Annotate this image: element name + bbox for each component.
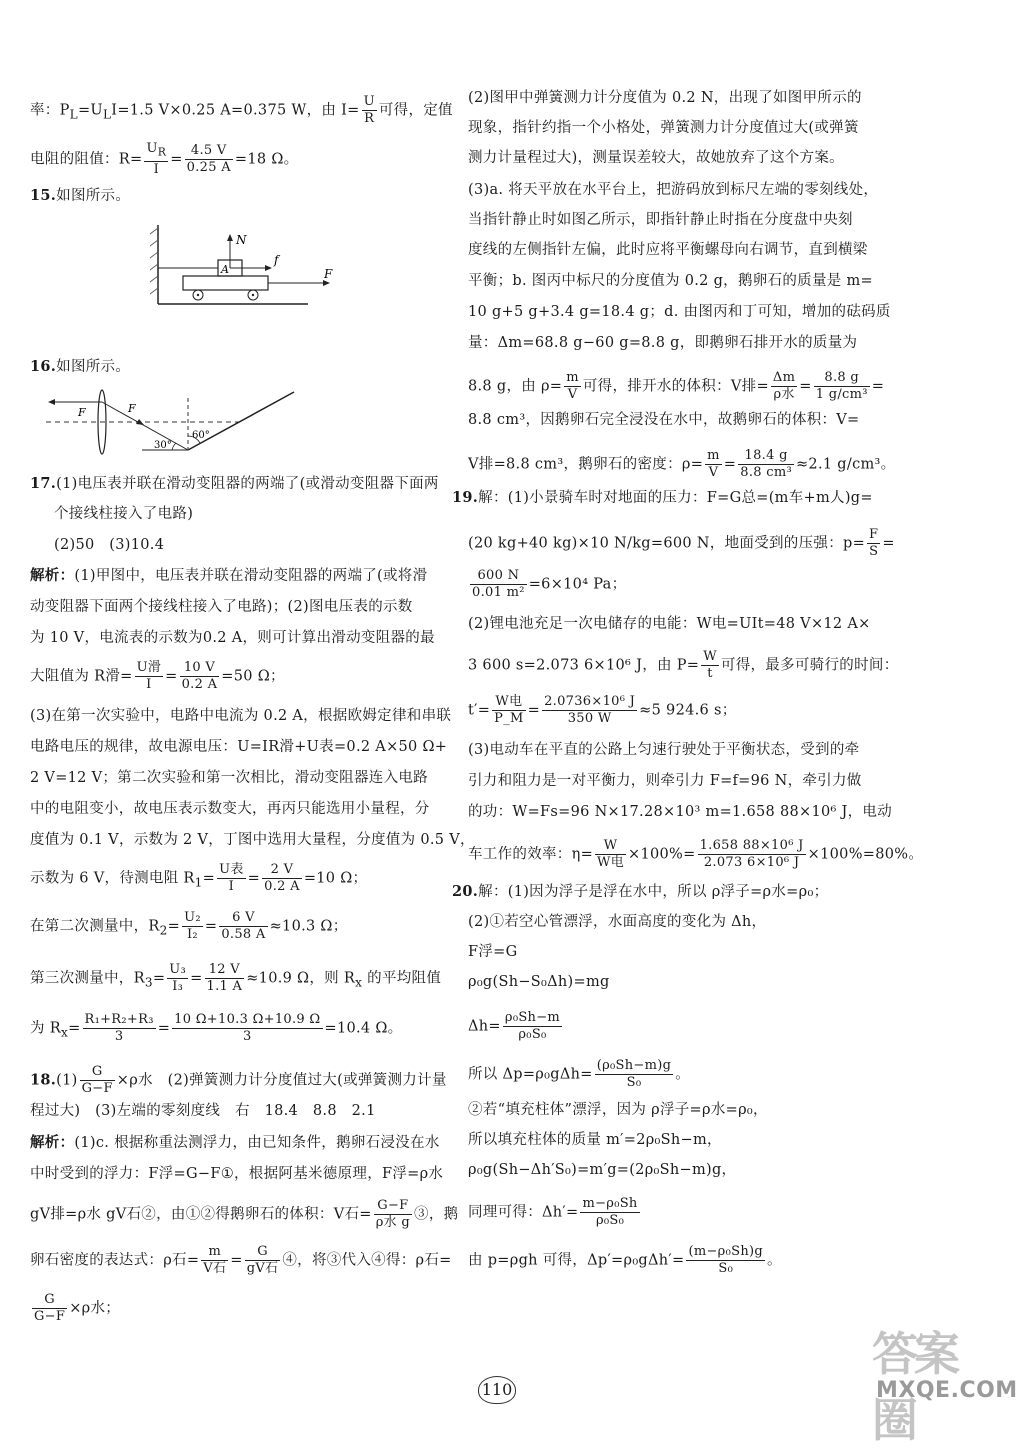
text-line: (3)在第一次实验中，电路中电流为 0.2 A，根据欧姆定律和串联 xyxy=(30,708,452,724)
text-line: 2 V=12 V；第二次实验和第一次相比，滑动变阻器连入电路 xyxy=(30,770,428,786)
text-line: 率：$P_L=U_LI=1.5$ V×0.25 A=0.375 W，由 I= $\frac{U}{R}$ 可得，定值 xyxy=(30,94,453,126)
question-19: 19.解：(1)小景骑车时对地面的压力：F=G总=(m车+m人)g= xyxy=(452,489,873,506)
text-line: $\frac{600 N}{\text{0.01 m²}}$ =6×10⁴ Pa； xyxy=(472,568,627,600)
text-line: 测力计量程过大)，测量误差较大，故她放弃了这个方案。 xyxy=(468,150,844,166)
text-line: 示数为 6 V，待测电阻 $R_1=$ $\frac{\text{U表}}{I}$ = $\frac{2 V}{0.2 A}$ =10 Ω； xyxy=(30,862,368,894)
question-17: 17.(1)电压表并联在滑动变阻器的两端了(或滑动变阻器下面两 xyxy=(30,475,439,492)
text-line: 车工作的效率：η= $\frac{W}{\text{W电}}$ ×100%= $\frac{\text{1.658 88×10⁶ J}}{\text{2.073 6×10⁶ J}}$ ×100%=80%。 xyxy=(468,838,924,870)
text-line: (2)锂电池充足一次电储存的电能：W电=UIt=48 V×12 A× xyxy=(468,616,871,632)
text-line: 由 p=ρgh 可得，Δp′=ρ₀gΔh′= $\frac{\text{(m−ρ₀Sh)g}}{\text{S₀}}$ 。 xyxy=(468,1244,782,1276)
text-line: 8.8 cm³，因鹅卵石完全浸没在水中，故鹅卵石的体积：V= xyxy=(468,412,860,428)
label-F-left: F xyxy=(78,406,86,419)
text-line: 3 600 s=2.073 6×10⁶ J，由 P= $\frac{W}{t}$ 可得，最多可骑行的时间： xyxy=(468,649,899,681)
text-line: 程过大) (3)左端的零刻度线 右 18.4 8.8 2.1 xyxy=(30,1103,376,1119)
text-line: ②若“填充柱体”漂浮，因为 ρ浮子=ρ水=ρ₀， xyxy=(468,1102,768,1118)
figure-15-cart-diagram xyxy=(148,220,348,310)
text-line: (20 kg+40 kg)×10 N/kg=600 N，地面受到的压强：p= $\frac{F}{S}$ = xyxy=(468,527,895,559)
text-line: 为 10 V，电流表的示数为0.2 A，则可计算出滑动变阻器的最 xyxy=(30,630,435,646)
text-line: 大阻值为 R滑= $\frac{\text{U滑}}{I}$ = $\frac{10 V}{0.2 A}$ =50 Ω； xyxy=(30,660,285,692)
text-line: 解析：(1)甲图中，电压表并联在滑动变阻器的两端了(或将滑 xyxy=(30,567,428,584)
label-N: N xyxy=(236,233,247,247)
angle-60-label: 60° xyxy=(192,430,210,441)
text-line: 电阻的阻值：R= $\frac{U_R}{I}$ = $\frac{4.5 V}{0.25 A}$ =18 Ω。 xyxy=(30,141,299,177)
label-f: f xyxy=(274,253,279,267)
fraction: $\frac{U}{R}$ xyxy=(363,94,375,126)
text-line: $\frac{G}{G-F}$ ×ρ水； xyxy=(34,1292,121,1324)
text-line: t′= $\frac{\text{W电}}{P\_M}$ = $\frac{\text{2.0736×10⁶ J}}{350 W}$ ≈5 924.6 s； xyxy=(468,694,737,726)
text-line: 量：Δm=68.8 g−60 g=8.8 g，即鹅卵石排开水的质量为 xyxy=(468,335,858,351)
text-line: 第三次测量中，$R_3=$ $\frac{\text{U₃}}{\text{I₃}}$ = $\frac{12 V}{1.1 A}$ ≈10.9 Ω，则 $R_x$ 的平均阻值 xyxy=(30,962,442,994)
text-line: (2)①若空心管漂浮，水面高度的变化为 Δh， xyxy=(468,914,767,930)
text-line: 在第二次测量中，$R_2=$ $\frac{\text{U₂}}{\text{I₂}}$ = $\frac{6 V}{0.58 A}$ ≈10.3 Ω； xyxy=(30,910,348,942)
page-number: 110 xyxy=(478,1376,516,1404)
text-line: ρ₀g(Sh−Δh′S₀)=m′g=(2ρ₀Sh−m)g， xyxy=(468,1162,737,1178)
label-F-ray: F xyxy=(128,402,136,415)
text-line: ρ₀g(Sh−S₀Δh)=mg xyxy=(468,974,610,990)
text-line: V排=8.8 cm³，鹅卵石的密度：ρ= $\frac{m}{V}$ = $\frac{18.4 g}{\text{8.8 cm³}}$ ≈2.1 g/cm³。 xyxy=(468,448,896,480)
text-line: 8.8 g，由 ρ= $\frac{m}{V}$ 可得，排开水的体积：V排= $\frac{\Delta m}{\text{ρ水}}$ = $\frac{8.8 g}{\text{1 g/cm³}}$ = xyxy=(468,370,885,402)
text-line: 度值为 0.1 V，示数为 2 V，丁图中选用大量程，分度值为 0.5 V， xyxy=(30,832,475,848)
text-line: 所以 Δp=ρ₀gΔh= $\frac{\text{(ρ₀Sh−m)g}}{\text{S₀}}$ 。 xyxy=(468,1058,691,1090)
text-line: 10 g+5 g+3.4 g=18.4 g；d. 由图丙和丁可知，增加的砝码质 xyxy=(468,304,891,320)
text-line: 中的电阻变小，故电压表示数变大，再丙只能选用小量程，分 xyxy=(30,801,430,817)
question-15: 15.如图所示。 xyxy=(30,187,131,204)
text-line: 所以填充柱体的质量 m′=2ρ₀Sh−m， xyxy=(468,1132,722,1148)
text-line: Δh= $\frac{\text{ρ₀Sh−m}}{\text{ρ₀S₀}}$ xyxy=(468,1010,561,1042)
question-18: 18.(1) $\frac{G}{G-F}$ ×ρ水 (2)弹簧测力计分度值过大(或弹簧测力计量 xyxy=(30,1064,447,1096)
text-line: 为 $R_x=$ $\frac{\text{R₁+R₂+R₃}}{3}$ = $\frac{10 \Omega+10.3 \Omega+10.9 \Omega}{3}$ =10.4 Ω。 xyxy=(30,1012,403,1044)
text-line: 同理可得：Δh′= $\frac{\text{m−ρ₀Sh}}{\text{ρ₀S₀}}$ xyxy=(468,1196,638,1228)
text-line: 中时受到的浮力：F浮=G−F①，根据阿基米德原理，F浮=ρ水 xyxy=(30,1166,444,1182)
label-F: F xyxy=(324,267,333,281)
text-line: (2)图甲中弹簧测力计分度值为 0.2 N，出现了如图甲所示的 xyxy=(468,90,862,106)
text-line: (3)a. 将天平放在水平台上，把游码放到标尺左端的零刻线处， xyxy=(468,182,879,198)
text-line: 动变阻器下面两个接线柱接入了电路)；(2)图电压表的示数 xyxy=(30,599,413,615)
text-line: 卵石密度的表达式：ρ石= $\frac{m}{\text{V石}}$ = $\frac{G}{\text{gV石}}$ ④，将③代入④得：ρ石= xyxy=(30,1244,452,1276)
text-line: 现象，指针约指一个小格处，弹簧测力计分度值过大(或弹簧 xyxy=(468,120,859,136)
text-line: F浮=G xyxy=(468,944,518,960)
text-line: (2)50 (3)10.4 xyxy=(54,537,165,553)
angle-30-label: 30° xyxy=(154,440,172,451)
text-line: 解析：(1)c. 根据称重法测浮力，由已知条件，鹅卵石浸没在水 xyxy=(30,1134,440,1151)
text-line: 当指针静止时如图乙所示，即指针静止时指在分度盘中央刻 xyxy=(468,212,853,228)
text-line: 个接线柱接入了电路) xyxy=(54,506,194,522)
text-line: (3)电动车在平直的公路上匀速行驶处于平衡状态，受到的牵 xyxy=(468,742,860,758)
text-line: 平衡；b. 图丙中标尺的分度值为 0.2 g，鹅卵石的质量是 m= xyxy=(468,273,873,289)
watermark-logo: 答案圈 MXQE.COM xyxy=(872,1327,1018,1447)
question-20: 20.解：(1)因为浮子是浮在水中，所以 ρ浮子=ρ水=ρ₀； xyxy=(452,883,829,900)
label-A: A xyxy=(221,263,229,276)
text-line: 电路电压的规律，故电源电压：U=IR滑+U表=0.2 A×50 Ω+ xyxy=(30,739,448,755)
text-line: gV排=ρ水 gV石②，由①②得鹅卵石的体积：V石= $\frac{G-F}{\text{ρ水 g}}$ ③，鹅 xyxy=(30,1198,459,1230)
question-16: 16.如图所示。 xyxy=(30,358,131,375)
text-line: 的功：W=Fs=96 N×17.28×10³ m=1.658 88×10⁶ J，电动 xyxy=(468,804,893,820)
text-line: 度线的左侧指针左偏，此时应将平衡螺母向右调节，直到横梁 xyxy=(468,242,868,258)
figure-16-lens-mirror-diagram xyxy=(42,388,302,460)
text-line: 引力和阻力是一对平衡力，则牵引力 F=f=96 N，牵引力做 xyxy=(468,773,862,789)
